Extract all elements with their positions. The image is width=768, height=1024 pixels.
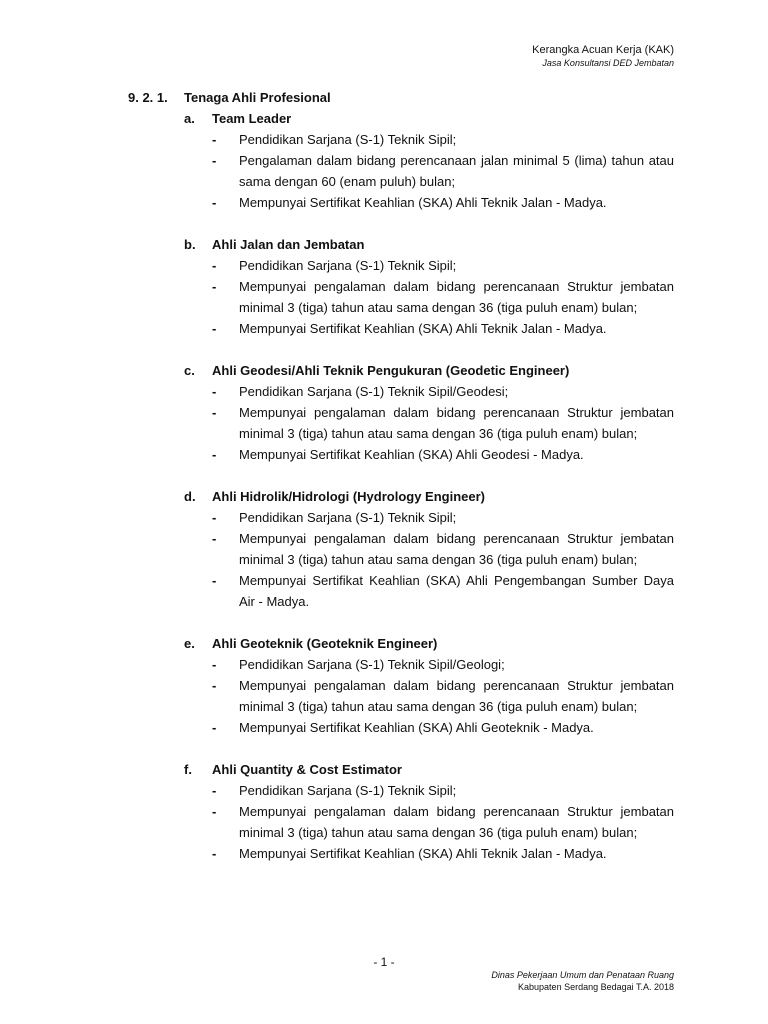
- subsection-heading: [128, 108, 674, 129]
- bullet-dash: -: [212, 678, 217, 693]
- bullet-dash: -: [212, 384, 217, 399]
- requirement-text: Mempunyai Sertifikat Keahlian (SKA) Ahli Teknik Jalan - Madya.: [239, 846, 607, 861]
- header-document-subtitle: Jasa Konsultansi DED Jembatan: [542, 58, 674, 68]
- requirement-text: Mempunyai Sertifikat Keahlian (SKA) Ahli Pengembangan Sumber Daya Air - Madya.: [239, 573, 674, 609]
- requirement-text: Pendidikan Sarjana (S-1) Teknik Sipil;: [239, 783, 457, 798]
- subsection-title: Ahli Geodesi/Ahli Teknik Pengukuran (Geodetic Engineer): [212, 363, 570, 378]
- requirement-text: Pendidikan Sarjana (S-1) Teknik Sipil;: [239, 510, 457, 525]
- subsection-heading: [128, 633, 674, 654]
- requirement-text: Pendidikan Sarjana (S-1) Teknik Sipil/Geologi;: [239, 657, 505, 672]
- subsection-title: Ahli Hidrolik/Hidrologi (Hydrology Engineer): [212, 489, 486, 504]
- bullet-dash: -: [212, 783, 217, 798]
- header-document-title: Kerangka Acuan Kerja (KAK): [532, 44, 674, 56]
- subsection-letter: e.: [184, 636, 195, 651]
- subsection-letter: f.: [184, 762, 192, 777]
- subsection-letter: d.: [184, 489, 196, 504]
- subsection-title: Ahli Jalan dan Jembatan: [212, 237, 365, 252]
- requirement-text: Mempunyai pengalaman dalam bidang perencanaan Struktur jembatan minimal 3 (tiga) tahun atau sama dengan 36 (tiga puluh enam) bulan;: [239, 804, 674, 840]
- subsection: [128, 759, 674, 864]
- requirement-item: [128, 528, 674, 570]
- subsection: [128, 486, 674, 612]
- requirement-item: [128, 717, 674, 738]
- requirement-item: [128, 192, 674, 213]
- requirement-item: [128, 318, 674, 339]
- subsection-letter: a.: [184, 111, 195, 126]
- section-heading: [128, 87, 674, 108]
- subsection-title: Team Leader: [212, 111, 292, 126]
- subsection-heading: [128, 486, 674, 507]
- document-body: [128, 87, 674, 885]
- requirement-item: [128, 402, 674, 444]
- requirement-item: [128, 150, 674, 192]
- requirement-item: [128, 255, 674, 276]
- requirement-text: Mempunyai pengalaman dalam bidang perencanaan Struktur jembatan minimal 3 (tiga) tahun atau sama dengan 36 (tiga puluh enam) bulan;: [239, 678, 674, 714]
- requirement-text: Mempunyai pengalaman dalam bidang perencanaan Struktur jembatan minimal 3 (tiga) tahun atau sama dengan 36 (tiga puluh enam) bulan;: [239, 279, 674, 315]
- requirement-text: Pendidikan Sarjana (S-1) Teknik Sipil;: [239, 258, 457, 273]
- requirement-item: [128, 654, 674, 675]
- section-number: 9. 2. 1.: [128, 90, 168, 105]
- requirement-item: [128, 843, 674, 864]
- bullet-dash: -: [212, 258, 217, 273]
- subsection-letter: c.: [184, 363, 195, 378]
- requirement-text: Pengalaman dalam bidang perencanaan jalan minimal 5 (lima) tahun atau sama dengan 60 (enam puluh) bulan;: [239, 153, 674, 189]
- bullet-dash: -: [212, 153, 217, 168]
- footer-agency: Dinas Pekerjaan Umum dan Penataan Ruang: [491, 970, 674, 980]
- requirement-item: [128, 276, 674, 318]
- page-footer: [491, 969, 674, 993]
- bullet-dash: -: [212, 531, 217, 546]
- bullet-dash: -: [212, 279, 217, 294]
- requirement-text: Mempunyai Sertifikat Keahlian (SKA) Ahli Geoteknik - Madya.: [239, 720, 594, 735]
- requirement-item: [128, 444, 674, 465]
- requirement-text: Mempunyai Sertifikat Keahlian (SKA) Ahli Teknik Jalan - Madya.: [239, 195, 607, 210]
- requirement-text: Mempunyai pengalaman dalam bidang perencanaan Struktur jembatan minimal 3 (tiga) tahun atau sama dengan 36 (tiga puluh enam) bulan;: [239, 405, 674, 441]
- requirement-item: [128, 381, 674, 402]
- subsection-heading: [128, 759, 674, 780]
- bullet-dash: -: [212, 657, 217, 672]
- subsection: [128, 234, 674, 339]
- bullet-dash: -: [212, 447, 217, 462]
- requirement-item: [128, 507, 674, 528]
- bullet-dash: -: [212, 405, 217, 420]
- bullet-dash: -: [212, 195, 217, 210]
- subsection: [128, 360, 674, 465]
- requirement-text: Pendidikan Sarjana (S-1) Teknik Sipil/Geodesi;: [239, 384, 509, 399]
- requirement-text: Mempunyai Sertifikat Keahlian (SKA) Ahli Teknik Jalan - Madya.: [239, 321, 607, 336]
- requirement-text: Mempunyai Sertifikat Keahlian (SKA) Ahli Geodesi - Madya.: [239, 447, 584, 462]
- page-number: - 1 -: [373, 955, 395, 969]
- requirement-text: Mempunyai pengalaman dalam bidang perencanaan Struktur jembatan minimal 3 (tiga) tahun atau sama dengan 36 (tiga puluh enam) bulan;: [239, 531, 674, 567]
- subsection: [128, 633, 674, 738]
- subsection-title: Ahli Geoteknik (Geoteknik Engineer): [212, 636, 438, 651]
- bullet-dash: -: [212, 720, 217, 735]
- bullet-dash: -: [212, 132, 217, 147]
- bullet-dash: -: [212, 573, 217, 588]
- requirement-item: [128, 675, 674, 717]
- requirement-item: [128, 570, 674, 612]
- subsection-list: [128, 108, 674, 864]
- bullet-dash: -: [212, 510, 217, 525]
- subsection-heading: [128, 234, 674, 255]
- requirement-text: Pendidikan Sarjana (S-1) Teknik Sipil;: [239, 132, 457, 147]
- subsection-title: Ahli Quantity & Cost Estimator: [212, 762, 402, 777]
- subsection-letter: b.: [184, 237, 196, 252]
- page-header: [532, 43, 674, 69]
- bullet-dash: -: [212, 321, 217, 336]
- requirement-item: [128, 129, 674, 150]
- section-title: Tenaga Ahli Profesional: [184, 90, 331, 105]
- requirement-item: [128, 801, 674, 843]
- subsection: [128, 108, 674, 213]
- requirement-item: [128, 780, 674, 801]
- bullet-dash: -: [212, 846, 217, 861]
- bullet-dash: -: [212, 804, 217, 819]
- footer-region-year: Kabupaten Serdang Bedagai T.A. 2018: [518, 982, 674, 992]
- subsection-heading: [128, 360, 674, 381]
